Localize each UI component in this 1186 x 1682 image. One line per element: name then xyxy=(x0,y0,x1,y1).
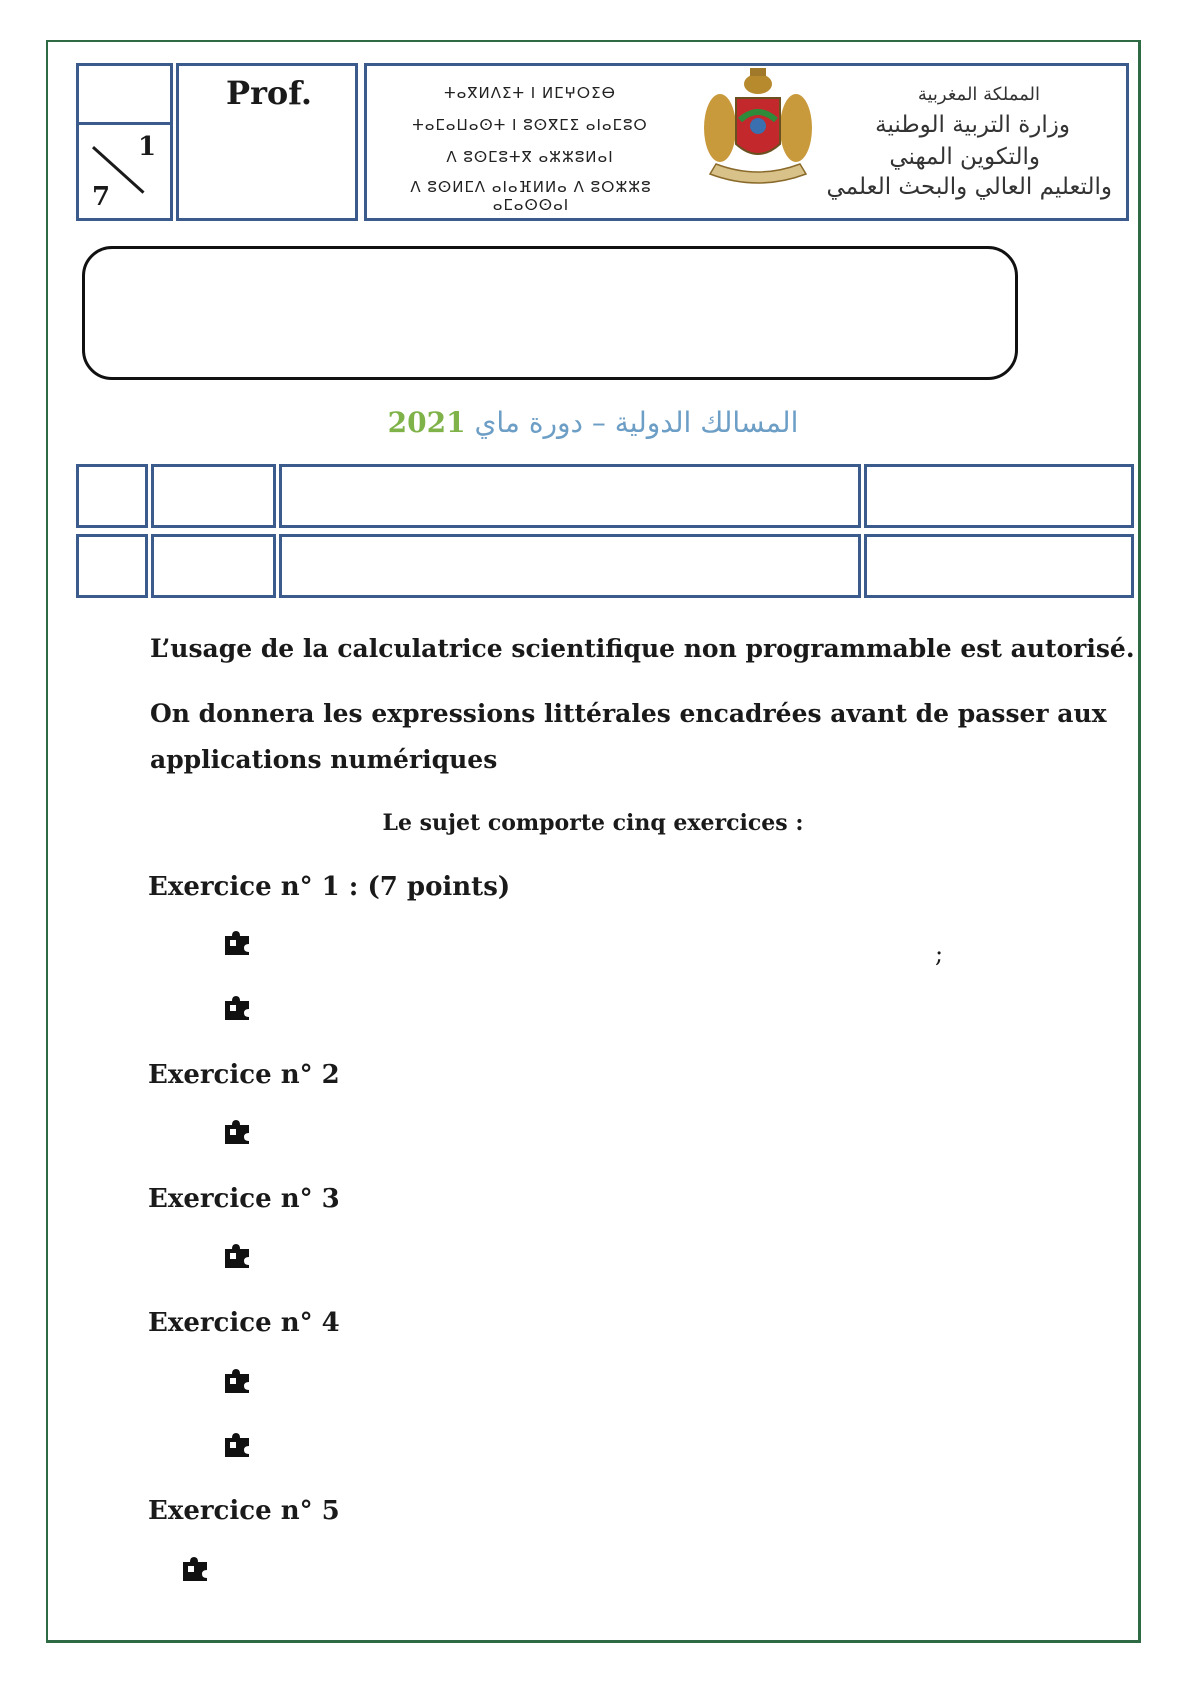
info-cell-r2-c1 xyxy=(76,534,148,598)
puzzle-icon xyxy=(224,930,250,956)
exercise-5-title: Exercice n° 5 xyxy=(148,1496,340,1526)
tifinagh-line-1: ⵜⴰⴳⵍⴷⵉⵜ ⵏ ⵍⵎⵖⵔⵉⴱ xyxy=(444,84,616,102)
puzzle-icon xyxy=(224,1368,250,1394)
page-total: 7 xyxy=(92,182,111,212)
page-current: 1 xyxy=(138,132,157,162)
coat-of-arms-icon xyxy=(700,64,816,192)
prof-label: Prof. xyxy=(226,74,313,112)
tifinagh-line-3: ⴷ ⵓⵙⵎⵓⵜⴳ ⴰⵣⵣⵓⵍⴰⵏ xyxy=(446,148,614,166)
puzzle-icon xyxy=(224,995,250,1021)
session-year: 2021 xyxy=(387,406,466,439)
subject-title-box xyxy=(82,246,1018,380)
session-label: المسالك الدولية – دورة ماي xyxy=(474,406,799,439)
arabic-line-1: المملكة المغربية xyxy=(917,84,1040,105)
subject-summary: Le sujet comporte cinq exercices : xyxy=(382,810,804,836)
exercise-1-separator: ; xyxy=(935,940,944,968)
tifinagh-line-4: ⴷ ⵓⵙⵍⵎⴷ ⴰⵏⴰⴼⵍⵍⴰ ⴷ ⵓⵔⵣⵣⵓ ⴰⵎⴰⵙⵙⴰⵏ xyxy=(410,178,652,214)
exercise-3-title: Exercice n° 3 xyxy=(148,1184,340,1214)
info-cell-r1-c3 xyxy=(279,464,861,528)
puzzle-icon xyxy=(224,1243,250,1269)
puzzle-icon xyxy=(224,1432,250,1458)
puzzle-icon xyxy=(224,1119,250,1145)
arabic-line-2: وزارة التربية الوطنية xyxy=(875,112,1070,138)
instruction-calculator: L’usage de la calculatrice scientifique non programmable est autorisé. xyxy=(150,634,1135,663)
puzzle-icon xyxy=(182,1556,208,1582)
instruction-expressions: On donnera les expressions littérales encadrées avant de passer aux xyxy=(150,699,1107,728)
arabic-line-3: والتكوين المهني xyxy=(889,144,1040,170)
tifinagh-line-2: ⵜⴰⵎⴰⵡⴰⵙⵜ ⵏ ⵓⵙⴳⵎⵉ ⴰⵏⴰⵎⵓⵔ xyxy=(412,116,648,134)
exercise-4-title: Exercice n° 4 xyxy=(148,1308,340,1338)
arabic-line-4: والتعليم العالي والبحث العلمي xyxy=(826,174,1112,200)
info-cell-r2-c2 xyxy=(151,534,276,598)
info-cell-r1-c2 xyxy=(151,464,276,528)
page-number-box-top xyxy=(76,63,173,125)
info-cell-r2-c4 xyxy=(864,534,1134,598)
page-number-box xyxy=(76,122,173,221)
exercise-2-title: Exercice n° 2 xyxy=(148,1060,340,1090)
info-cell-r2-c3 xyxy=(279,534,861,598)
instruction-expressions-cont: applications numériques xyxy=(150,745,498,774)
exercise-1-title: Exercice n° 1 : (7 points) xyxy=(148,872,511,902)
session-line xyxy=(0,406,1186,439)
info-cell-r1-c1 xyxy=(76,464,148,528)
info-cell-r1-c4 xyxy=(864,464,1134,528)
